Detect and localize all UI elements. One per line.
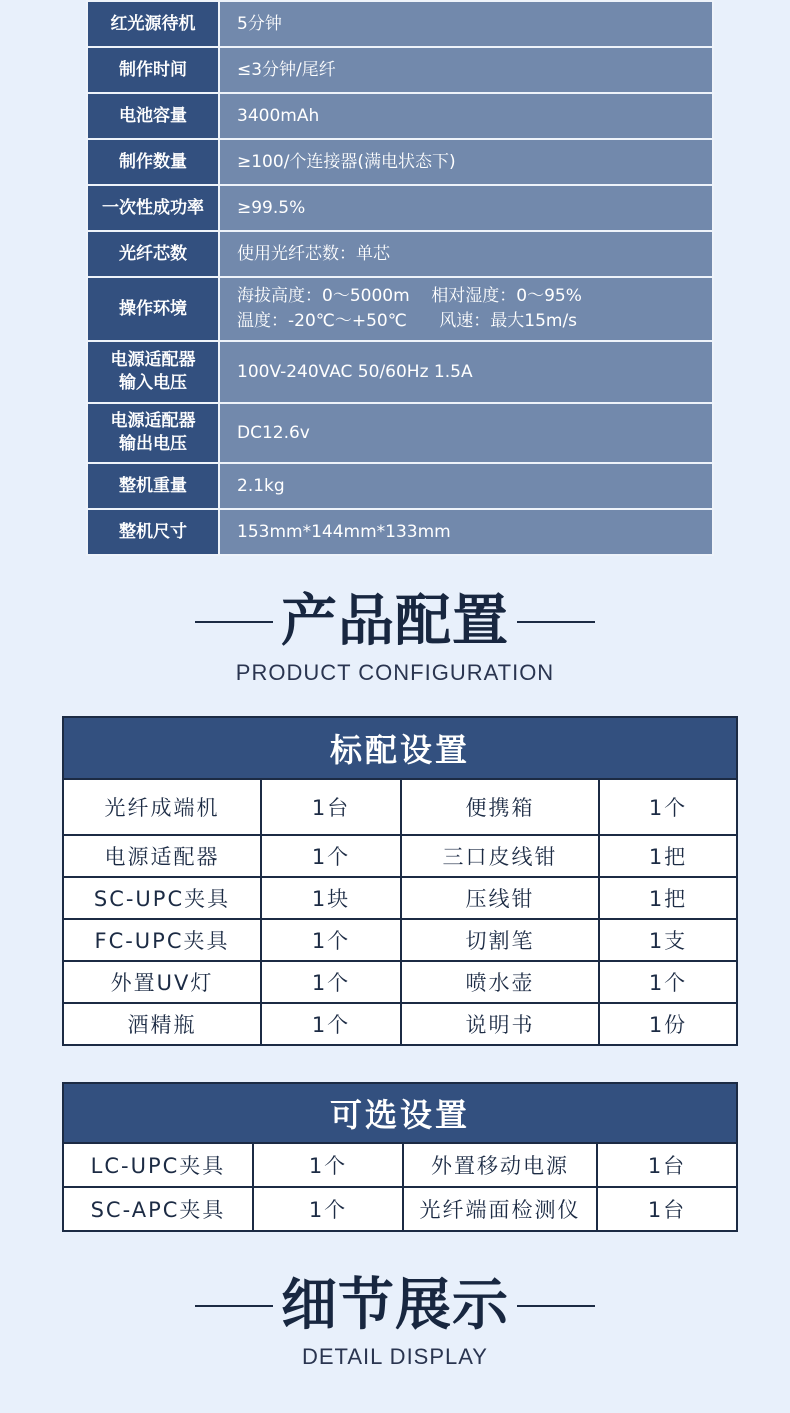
spec-label — [87, 341, 219, 403]
heading-line-right — [517, 621, 595, 623]
config-item-qty: 1把 — [599, 835, 737, 877]
spec-label — [87, 139, 219, 185]
config-item-qty: 1个 — [253, 1187, 403, 1231]
config-item-qty: 1块 — [261, 877, 401, 919]
config-item-qty: 1份 — [599, 1003, 737, 1045]
spec-value-line: 5分钟 — [237, 13, 282, 34]
spec-label — [87, 1, 219, 47]
config-item-qty: 1个 — [261, 919, 401, 961]
spec-row — [87, 341, 713, 403]
spec-label — [87, 185, 219, 231]
spec-label — [87, 47, 219, 93]
config-item-name: 说明书 — [401, 1003, 599, 1045]
detail-display-heading — [0, 1274, 790, 1370]
product-config-subtitle: PRODUCT CONFIGURATION — [235, 660, 555, 685]
spec-label-line: 电池容量 — [119, 105, 187, 126]
spec-value — [219, 1, 713, 47]
spec-value — [219, 277, 713, 341]
spec-label-line: 输出电压 — [119, 434, 187, 454]
optional-config-table — [62, 1082, 738, 1232]
optional-config-title: 可选设置 — [63, 1083, 737, 1143]
config-row — [63, 961, 737, 1003]
heading-line-left — [195, 621, 273, 623]
config-item-qty: 1台 — [261, 779, 401, 835]
spec-value-line: ≥100/个连接器(满电状态下) — [237, 151, 456, 172]
spec-row — [87, 403, 713, 463]
heading-line-left — [195, 1305, 273, 1307]
spec-value — [219, 463, 713, 509]
spec-value-line: 2.1kg — [237, 475, 285, 496]
standard-config-title: 标配设置 — [63, 717, 737, 779]
config-item-name: 酒精瓶 — [63, 1003, 261, 1045]
spec-value-line: 3400mAh — [237, 105, 320, 126]
standard-config-table — [62, 716, 738, 1046]
config-item-name: 三口皮线钳 — [401, 835, 599, 877]
spec-value — [219, 93, 713, 139]
detail-display-subtitle: DETAIL DISPLAY — [302, 1344, 488, 1369]
spec-value — [219, 47, 713, 93]
spec-value-line: 100V-240VAC 50/60Hz 1.5A — [237, 361, 473, 382]
spec-row — [87, 93, 713, 139]
spec-value-line: ≥99.5% — [237, 197, 306, 218]
config-row — [63, 877, 737, 919]
spec-value — [219, 139, 713, 185]
config-item-name: 外置移动电源 — [403, 1143, 597, 1187]
config-row — [63, 1143, 737, 1187]
spec-row — [87, 185, 713, 231]
spec-row — [87, 277, 713, 341]
config-item-name: 便携箱 — [401, 779, 599, 835]
config-row — [63, 779, 737, 835]
config-item-name: 光纤端面检测仪 — [403, 1187, 597, 1231]
spec-label — [87, 277, 219, 341]
config-row — [63, 919, 737, 961]
spec-label-line: 操作环境 — [119, 298, 187, 319]
spec-value — [219, 403, 713, 463]
spec-value — [219, 185, 713, 231]
spec-value-line: 温度：-20℃～+50℃ 风速：最大15m/s — [237, 311, 578, 331]
spec-label-line: 制作数量 — [119, 151, 187, 172]
config-item-qty: 1支 — [599, 919, 737, 961]
product-config-title: 产品配置 — [281, 589, 509, 654]
heading-line-right — [517, 1305, 595, 1307]
config-item-qty: 1个 — [261, 1003, 401, 1045]
spec-label — [87, 231, 219, 277]
spec-row — [87, 509, 713, 555]
config-item-name: FC-UPC夹具 — [63, 919, 261, 961]
config-item-name: 光纤成端机 — [63, 779, 261, 835]
config-item-name: 电源适配器 — [63, 835, 261, 877]
spec-label-line: 整机重量 — [119, 475, 187, 496]
spec-label-line: 电源适配器 — [110, 411, 196, 431]
spec-row — [87, 139, 713, 185]
config-item-name: SC-UPC夹具 — [63, 877, 261, 919]
spec-label-line: 光纤芯数 — [119, 243, 187, 264]
config-item-qty: 1台 — [597, 1143, 737, 1187]
spec-value-line: 使用光纤芯数：单芯 — [237, 243, 390, 264]
spec-value-line: DC12.6v — [237, 422, 310, 443]
product-config-heading — [0, 590, 790, 686]
spec-row — [87, 47, 713, 93]
config-item-qty: 1把 — [599, 877, 737, 919]
config-item-name: SC-APC夹具 — [63, 1187, 253, 1231]
config-item-name: 外置UV灯 — [63, 961, 261, 1003]
spec-value-line: ≤3分钟/尾纤 — [237, 59, 336, 80]
config-item-qty: 1台 — [597, 1187, 737, 1231]
detail-display-title: 细节展示 — [281, 1273, 509, 1338]
spec-label-line: 电源适配器 — [110, 350, 196, 370]
spec-label-line: 整机尺寸 — [119, 521, 187, 542]
config-item-name: 压线钳 — [401, 877, 599, 919]
config-row — [63, 1003, 737, 1045]
config-item-name: 切割笔 — [401, 919, 599, 961]
spec-row — [87, 463, 713, 509]
config-item-qty: 1个 — [253, 1143, 403, 1187]
config-item-qty: 1个 — [261, 961, 401, 1003]
spec-table — [86, 0, 714, 556]
spec-label-line: 制作时间 — [119, 59, 187, 80]
spec-label — [87, 93, 219, 139]
spec-label — [87, 463, 219, 509]
spec-value-line: 153mm*144mm*133mm — [237, 521, 451, 542]
spec-value — [219, 509, 713, 555]
spec-label-line: 输入电压 — [119, 373, 187, 393]
config-item-qty: 1个 — [599, 779, 737, 835]
spec-value-line: 海拔高度：0～5000m 相对湿度：0～95% — [237, 286, 582, 306]
spec-label — [87, 509, 219, 555]
config-item-name: 喷水壶 — [401, 961, 599, 1003]
spec-value — [219, 231, 713, 277]
spec-row — [87, 231, 713, 277]
spec-row — [87, 1, 713, 47]
config-item-name: LC-UPC夹具 — [63, 1143, 253, 1187]
config-item-qty: 1个 — [261, 835, 401, 877]
spec-label-line: 一次性成功率 — [102, 197, 204, 218]
spec-value — [219, 341, 713, 403]
config-item-qty: 1个 — [599, 961, 737, 1003]
spec-label — [87, 403, 219, 463]
config-row — [63, 1187, 737, 1231]
spec-label-line: 红光源待机 — [110, 13, 196, 34]
config-row — [63, 835, 737, 877]
